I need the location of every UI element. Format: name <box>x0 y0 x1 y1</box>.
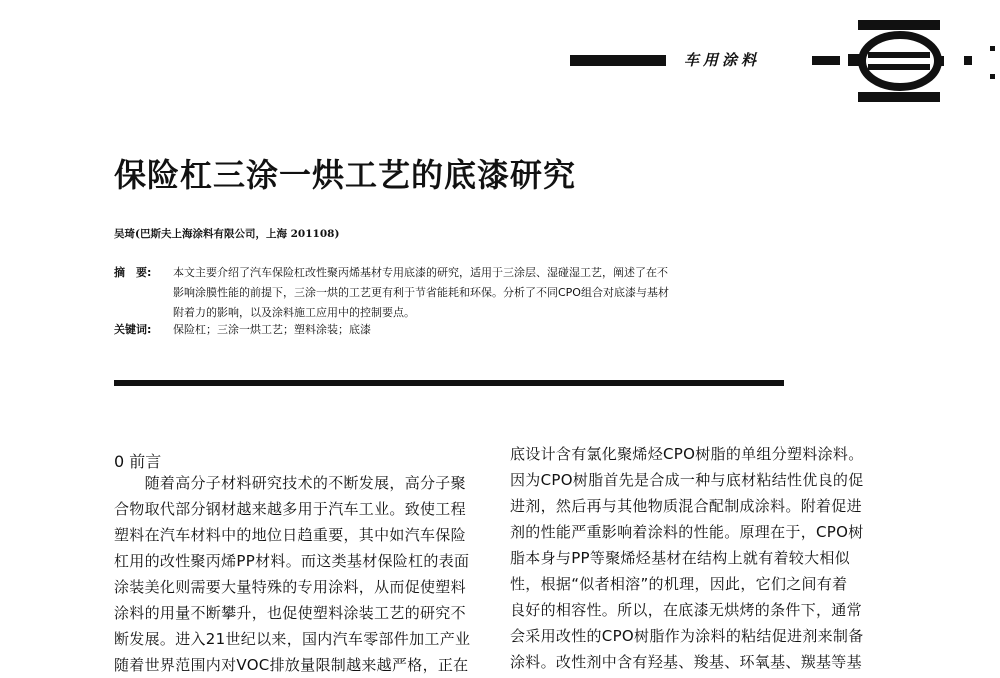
paper-title: 保险杠三涂一烘工艺的底漆研究 <box>114 156 577 194</box>
body-line: 剂的性能严重影响着涂料的性能。原理在于，CPO树 <box>510 523 864 541</box>
body-line: 会采用改性的CPO树脂作为涂料的粘结促进剂来制备 <box>510 627 864 645</box>
body-line: 合物取代部分钢材越来越多用于汽车工业。致使工程 <box>114 500 466 518</box>
author-affiliation: 吴琦(巴斯夫上海涂料有限公司，上海 201108) <box>114 228 340 240</box>
body-line: 涂料的用量不断攀升，也促使塑料涂装工艺的研究不 <box>114 604 466 622</box>
keywords-label: 关键词: <box>114 323 152 336</box>
body-line: 涂料。改性剂中含有羟基、羧基、环氧基、羰基等基 <box>510 653 862 671</box>
abstract-label: 摘 要: <box>114 266 152 279</box>
left-column <box>114 470 470 678</box>
body-line: 因为CPO树脂首先是合成一种与底材粘结性优良的促 <box>510 471 864 489</box>
body-line: 涂装美化则需要大量特殊的专用涂料，从而促使塑料 <box>114 578 466 596</box>
body-line: 塑料在汽车材料中的地位日趋重要，其中如汽车保险 <box>114 526 466 544</box>
body-line: 进剂，然后再与其他物质混合配制成涂料。附着促进 <box>510 497 862 515</box>
abstract-line: 影响涂膜性能的前提下，三涂一烘的工艺更有利于节省能耗和环保。分析了不同CPO组合对底漆与基材 <box>173 286 669 299</box>
body-line: 良好的相容性。所以，在底漆无烘烤的条件下，通常 <box>510 601 862 619</box>
abstract-line: 本文主要介绍了汽车保险杠改性聚丙烯基材专用底漆的研究，适用于三涂层、湿碰湿工艺，阐述了在不 <box>173 266 668 279</box>
body-line: 随着世界范围内对VOC排放量限制越来越严格，正在 <box>114 656 469 674</box>
header-section-label: 车用涂料 <box>684 51 761 69</box>
keywords-text: 保险杠；三涂一烘工艺；塑料涂装；底漆 <box>173 323 371 336</box>
body-line: 脂本身与PP等聚烯烃基材在结构上就有着较大相似 <box>510 549 850 567</box>
header-bar-small <box>812 56 840 65</box>
header-bar-left <box>570 55 666 66</box>
journal-logo-icon <box>848 18 948 104</box>
header-tick <box>990 74 995 79</box>
body-line: 底设计含有氯化聚烯烃CPO树脂的单组分塑料涂料。 <box>510 445 864 463</box>
section-divider <box>114 380 784 386</box>
abstract-line: 附着力的影响，以及涂料施工应用中的控制要点。 <box>173 306 415 319</box>
right-column <box>510 441 864 675</box>
header-dot <box>964 56 972 65</box>
body-line: 断发展。进入21世纪以来，国内汽车零部件加工产业 <box>114 630 471 648</box>
body-line: 杠用的改性聚丙烯PP材料。而这类基材保险杠的表面 <box>114 552 470 570</box>
section-heading: 0 前言 <box>114 452 162 471</box>
header-tick <box>990 46 995 51</box>
body-line: 性，根据“似者相溶”的机理，因此，它们之间有着 <box>510 575 848 593</box>
body-line: 随着高分子材料研究技术的不断发展，高分子聚 <box>114 474 466 492</box>
